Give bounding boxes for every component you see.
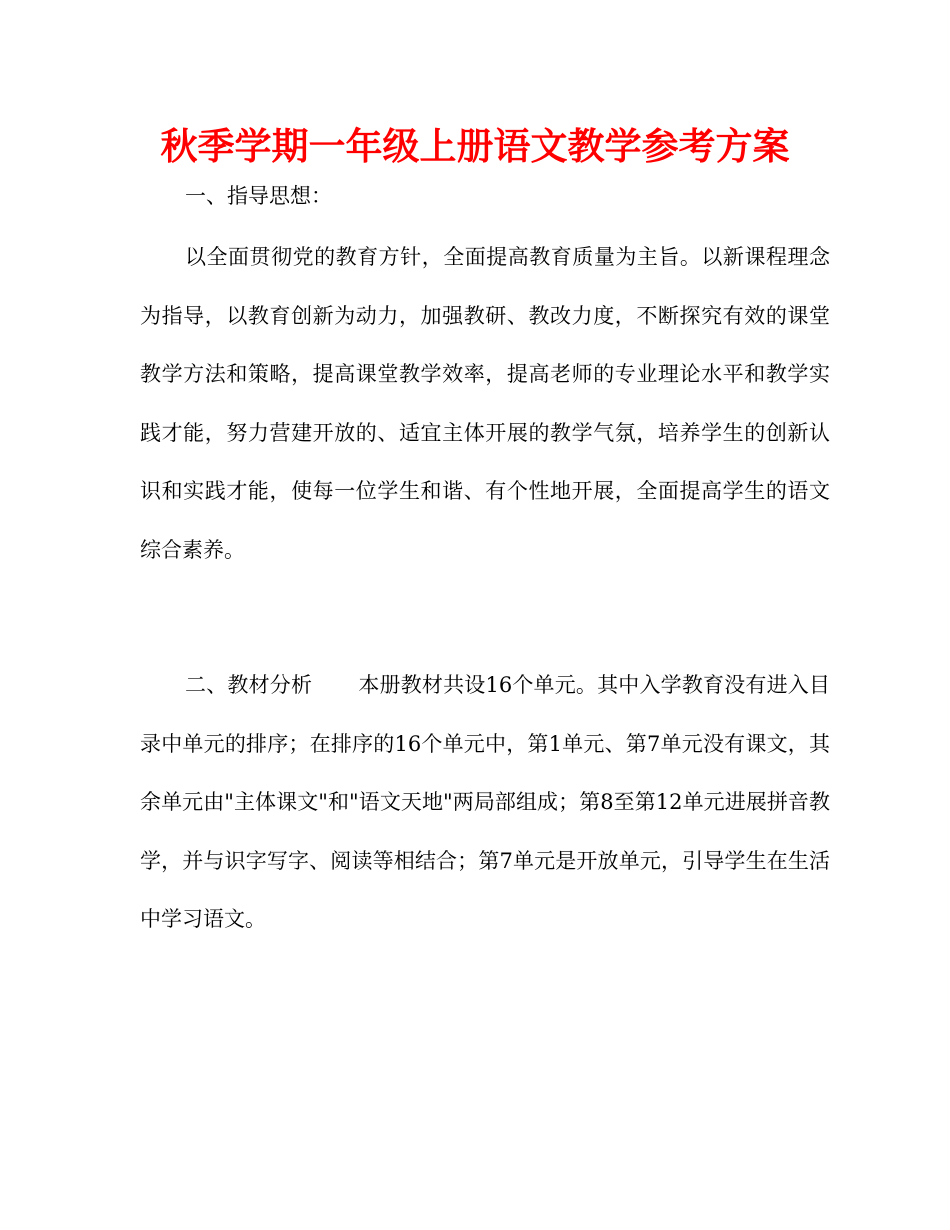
section-2-heading: 二、教材分析	[185, 673, 313, 697]
section-2-paragraph: 本册教材共设16个单元。其中入学教育没有进入目录中单元的排序；在排序的16个单元中，第1单元、第7单元没有课文，其余单元由"主体课文"和"语文天地"两局部组成；第8至第12单元进展拼音教学，并与识字写字、阅读等相结合；第7单元是开放单元，引导学生在生活中学习语文。	[140, 673, 830, 932]
section-1-heading: 一、指导思想：	[185, 184, 332, 208]
section-1-paragraph: 以全面贯彻党的教育方针，全面提高教育质量为主旨。以新课程理念为指导，以教育创新为动力，加强教研、教改力度，不断探究有效的课堂教学方法和策略，提高课堂教学效率，提高老师的专业理论水平和教学实践才能，努力营建开放的、适宜主体开展的教学气氛，培养学生的创新认识和实践才能，使每一位学生和谐、有个性地开展，全面提高学生的语文综合素养。	[140, 245, 830, 562]
document-title: 秋季学期一年级上册语文教学参考方案	[160, 125, 790, 168]
section-2-paragraph-block	[140, 656, 830, 949]
